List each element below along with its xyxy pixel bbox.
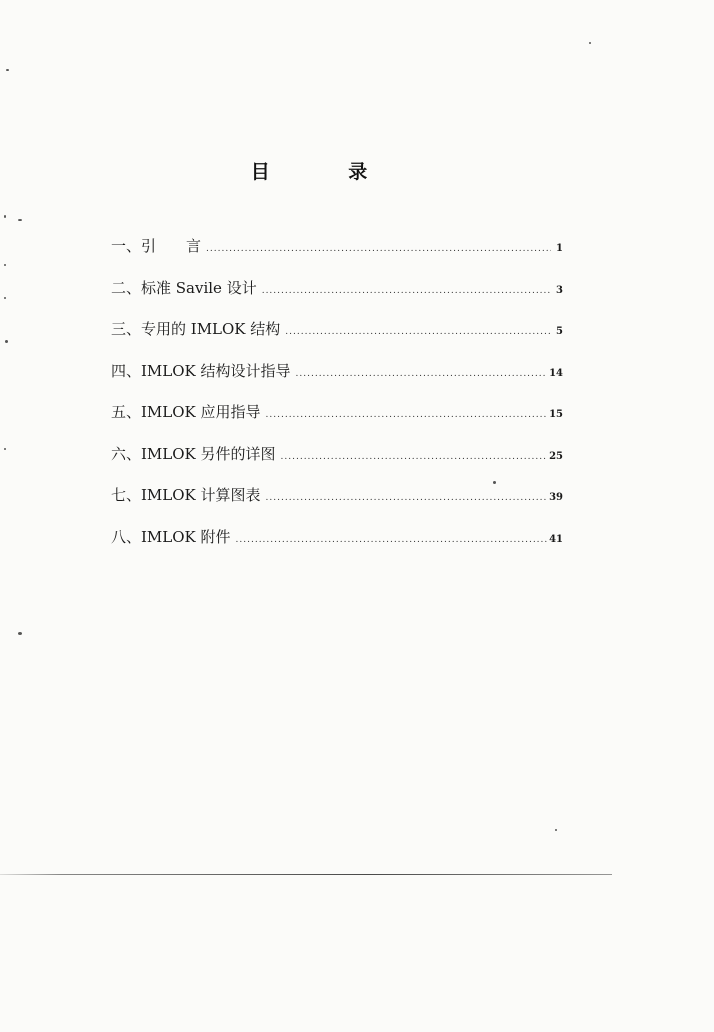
toc-entry-label: 二、标准 Savile 设计 xyxy=(111,278,257,297)
toc-entry-label: 一、引 言 xyxy=(111,237,202,255)
scan-speck xyxy=(4,297,6,299)
toc-entry xyxy=(111,398,563,440)
dot-leader xyxy=(281,443,548,471)
scan-speck xyxy=(5,340,8,343)
dot-leader xyxy=(285,318,551,346)
toc-entry-label: 八、IMLOK 附件 xyxy=(111,527,231,546)
scan-speck xyxy=(4,264,6,266)
toc-entry xyxy=(111,357,563,399)
toc-entry-label: 五、IMLOK 应用指导 xyxy=(111,403,261,421)
dot-leader xyxy=(262,277,551,305)
toc-entry xyxy=(111,274,563,316)
toc-entry-label: 三、专用的 IMLOK 结构 xyxy=(111,320,281,338)
dot-leader xyxy=(266,484,548,512)
scan-speck xyxy=(4,215,6,218)
toc-entry xyxy=(111,440,563,482)
toc-entry xyxy=(111,315,563,357)
toc-entry xyxy=(111,523,563,565)
scan-speck xyxy=(555,829,557,831)
scan-speck xyxy=(589,42,591,44)
toc-entry-page: 5 xyxy=(556,326,563,337)
scan-speck xyxy=(18,219,22,221)
toc-entry-label: 四、IMLOK 结构设计指导 xyxy=(111,361,291,380)
scan-speck xyxy=(493,481,496,484)
toc-entry xyxy=(111,232,563,274)
page-title: 目 录 xyxy=(250,161,404,183)
dot-leader xyxy=(206,235,551,263)
toc-entry-page: 14 xyxy=(549,367,563,379)
scan-speck xyxy=(4,448,6,450)
dot-leader xyxy=(296,360,548,388)
toc-entry-page: 39 xyxy=(549,492,563,503)
toc-entry-page: 3 xyxy=(556,284,563,296)
toc-entry-page: 1 xyxy=(556,243,563,254)
toc-entry-page: 41 xyxy=(549,533,563,545)
dot-leader xyxy=(236,526,548,554)
toc-entry-page: 25 xyxy=(549,450,563,462)
dot-leader xyxy=(266,401,548,429)
toc-entry-label: 六、IMLOK 另件的详图 xyxy=(111,444,276,463)
scan-edge-line xyxy=(0,874,612,875)
scan-speck xyxy=(6,69,9,71)
scan-speck xyxy=(18,632,22,635)
toc-list xyxy=(111,232,563,564)
toc-entry-page: 15 xyxy=(549,409,563,420)
toc-entry-label: 七、IMLOK 计算图表 xyxy=(111,486,261,504)
toc-entry xyxy=(111,481,563,523)
